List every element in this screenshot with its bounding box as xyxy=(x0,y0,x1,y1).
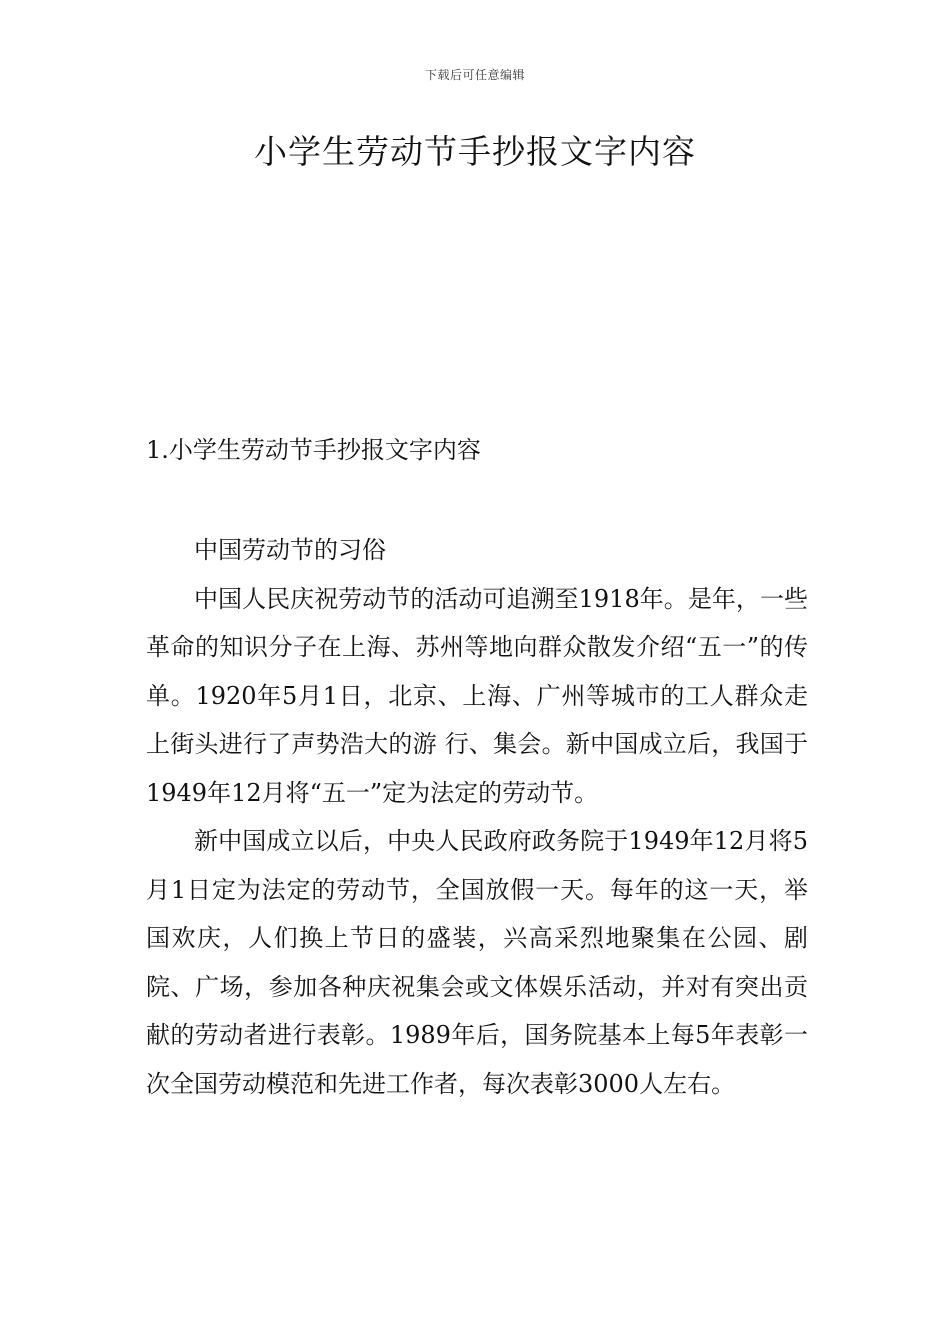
paragraph-subheading: 中国劳动节的习俗 xyxy=(194,536,386,564)
document-title: 小学生劳动节手抄报文字内容 xyxy=(254,132,696,171)
header-note: 下载后可任意编辑 xyxy=(424,68,525,82)
section-heading: 1.小学生劳动节手抄报文字内容 xyxy=(146,436,481,464)
body-text xyxy=(146,526,808,1108)
paragraph: 中国人民庆祝劳动节的活动可追溯至1918年。是年，一些革命的知识分子在上海、苏州等地向群众散发介绍“五一”的传单。1920年5月1日，北京、上海、广州等城市的工人群众走上街头进行了声势浩大的游 行、集会。新中国成立后，我国于1949年12月将“五一”定为法定的劳动节。 xyxy=(146,584,808,807)
paragraph: 新中国成立以后，中央人民政府政务院于1949年12月将5月1日定为法定的劳动节，全国放假一天。每年的这一天，举国欢庆，人们换上节日的盛装，兴高采烈地聚集在公园、剧院、广场，参加各种庆祝集会或文体娱乐活动，并对有突出贡献的劳动者进行表彰。1989年后，国务院基本上每5年表彰一次全国劳动模范和先进工作者，每次表彰3000人左右。 xyxy=(146,827,808,1098)
